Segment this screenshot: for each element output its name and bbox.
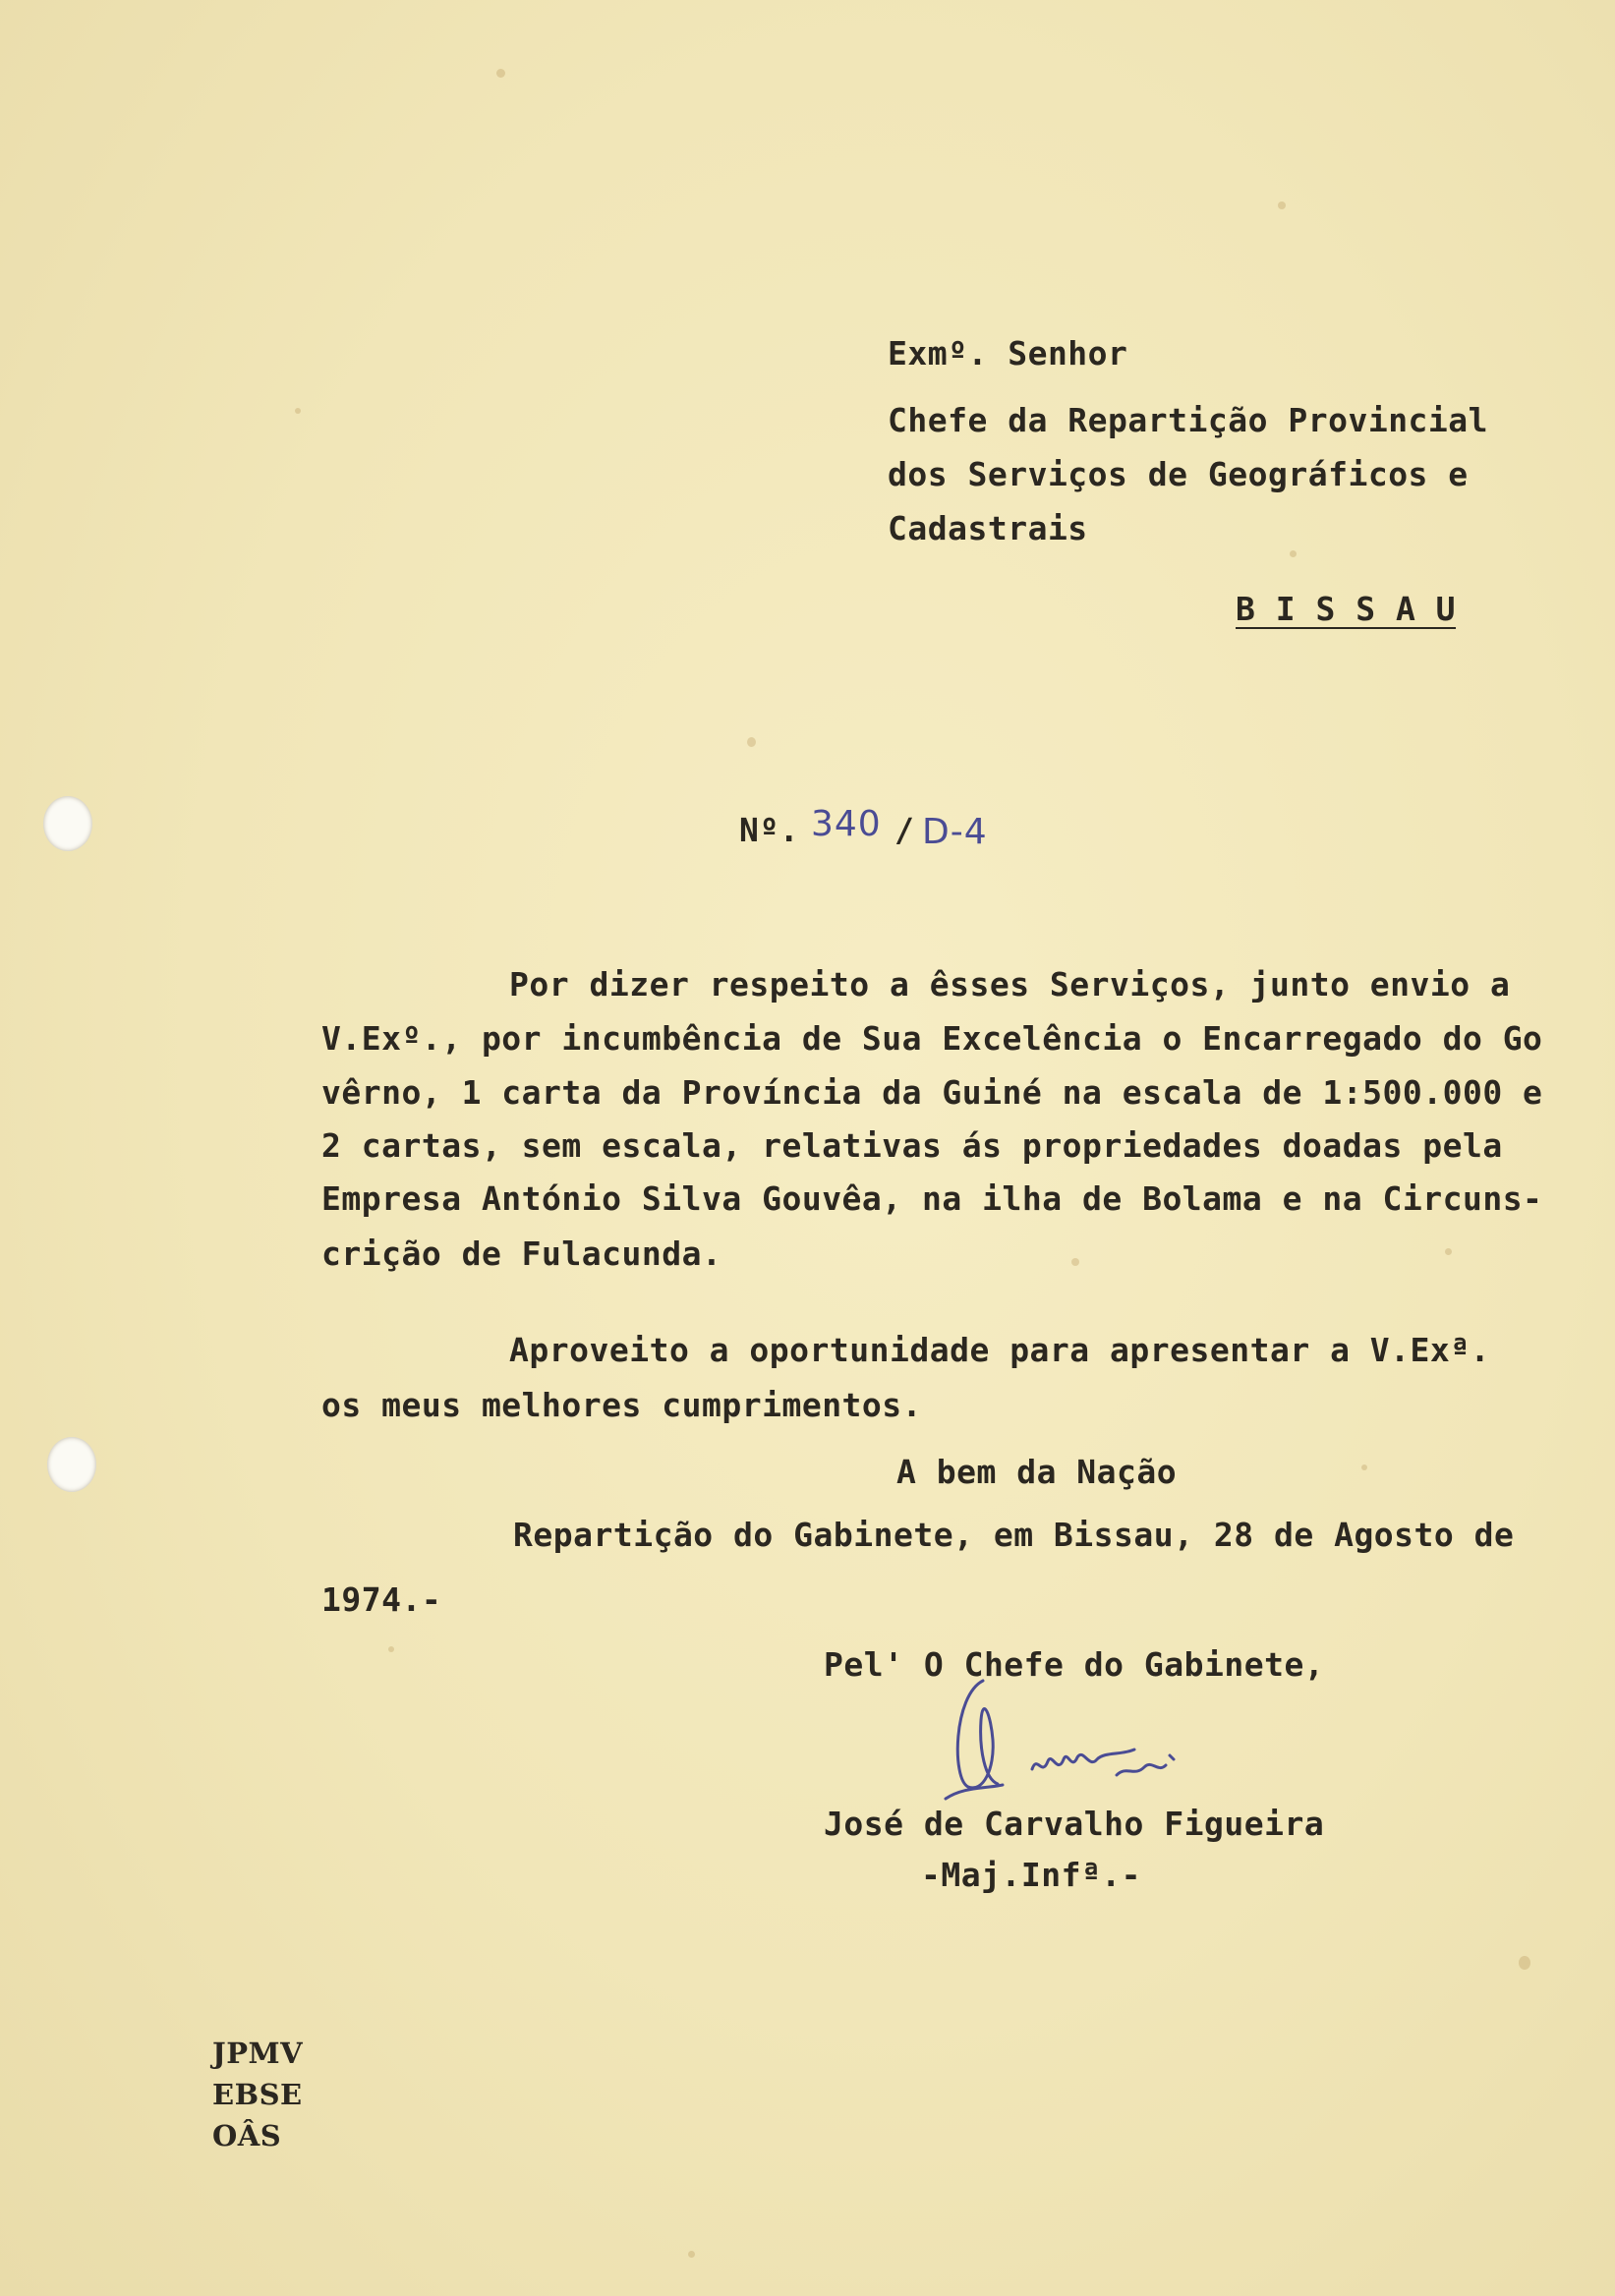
recipient-city: B I S S A U bbox=[1236, 590, 1457, 628]
body-paragraph-1-line-2: V.Exº., por incumbência de Sua Excelência o Encarregado do Go bbox=[321, 1019, 1543, 1058]
body-paragraph-1-line-5: Empresa António Silva Gouvêa, na ilha de Bolama e na Circuns- bbox=[321, 1179, 1543, 1218]
foxing-spot bbox=[496, 69, 505, 78]
recipient-title-line-3: Cadastrais bbox=[888, 509, 1088, 547]
initials-line-1: JPMV bbox=[212, 2037, 304, 2070]
body-paragraph-2-line-2: os meus melhores cumprimentos. bbox=[321, 1386, 923, 1424]
reference-code: D-4 bbox=[922, 812, 988, 852]
salutation: Exmº. Senhor bbox=[888, 334, 1128, 373]
foxing-spot bbox=[747, 737, 756, 747]
signatory-name: José de Carvalho Figueira bbox=[824, 1805, 1325, 1843]
foxing-spot bbox=[1445, 1248, 1452, 1255]
foxing-spot bbox=[1071, 1258, 1079, 1266]
reference-prefix: Nº. bbox=[739, 811, 800, 849]
foxing-spot bbox=[1361, 1464, 1367, 1470]
initials-line-3: OÂS bbox=[212, 2119, 282, 2152]
handwritten-signature bbox=[924, 1661, 1258, 1828]
initials-line-2: EBSE bbox=[212, 2078, 303, 2111]
place-and-date: Repartição do Gabinete, em Bissau, 28 de Agosto de bbox=[513, 1516, 1515, 1554]
body-paragraph-1-line-1: Por dizer respeito a êsses Serviços, junto envio a bbox=[509, 965, 1511, 1004]
punch-hole-bottom bbox=[47, 1437, 96, 1492]
body-paragraph-1-line-6: crição de Fulacunda. bbox=[321, 1234, 722, 1273]
recipient-title-line-2: dos Serviços de Geográficos e bbox=[888, 455, 1469, 493]
foxing-spot bbox=[1519, 1956, 1530, 1970]
signatory-rank: -Maj.Infª.- bbox=[921, 1856, 1142, 1894]
body-paragraph-1-line-4: 2 cartas, sem escala, relativas ás propriedades doadas pela bbox=[321, 1126, 1503, 1165]
foxing-spot bbox=[688, 2251, 695, 2258]
reference-separator: / bbox=[894, 811, 915, 849]
recipient-title-line-1: Chefe da Repartição Provincial bbox=[888, 401, 1489, 439]
body-paragraph-2-line-1: Aproveito a oportunidade para apresentar a V.Exª. bbox=[509, 1331, 1491, 1369]
foxing-spot bbox=[1278, 201, 1286, 209]
signature-role: Pel' O Chefe do Gabinete, bbox=[824, 1645, 1325, 1684]
punch-hole-top bbox=[43, 796, 92, 851]
foxing-spot bbox=[295, 408, 301, 414]
date-year: 1974.- bbox=[321, 1580, 442, 1619]
closing-formula: A bem da Nação bbox=[896, 1453, 1178, 1491]
foxing-spot bbox=[1290, 550, 1297, 557]
body-paragraph-1-line-3: vêrno, 1 carta da Província da Guiné na escala de 1:500.000 e bbox=[321, 1073, 1543, 1112]
reference-number: 340 bbox=[811, 804, 882, 844]
foxing-spot bbox=[388, 1646, 394, 1652]
